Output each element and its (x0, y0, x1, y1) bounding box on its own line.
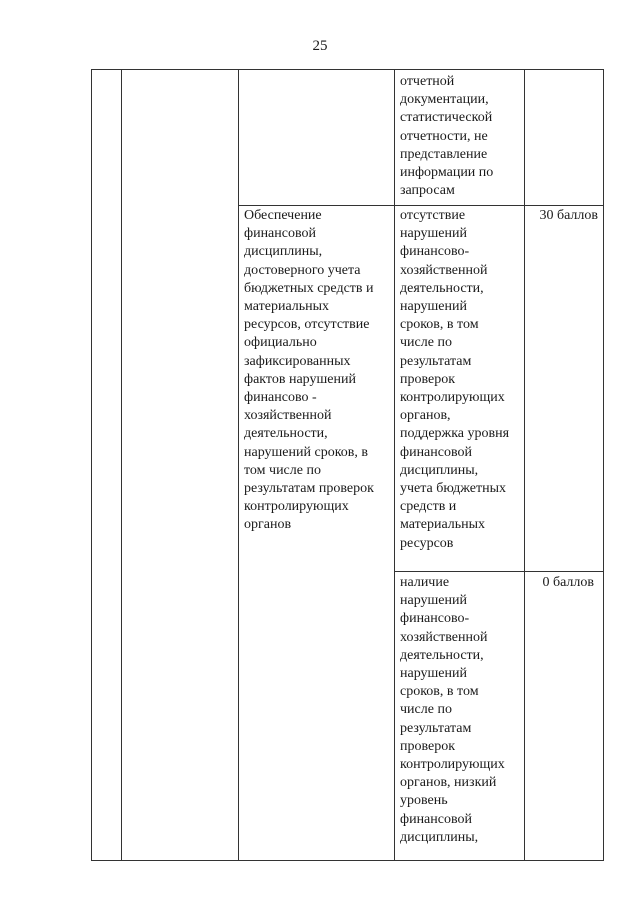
indicator-continued-cell: отчетной документации, статистической отчетности, не представление информации по запросам (400, 74, 494, 199)
indicator-cell-1: отсутствие нарушений финансово- хозяйственной деятельности, нарушений сроков, в том числе по результатам проверок контролирующих органов, поддержка уровня финансовой дисциплины, учета бюджетных средств и материальных ресурсов (400, 208, 510, 551)
criterion-cell: Обеспечение финансовой дисциплины, достоверного учета бюджетных средств и материальных ресурсов, отсутствие официально зафиксированных фактов нарушений финансово - хозяйственной деятельности, нарушений сроков, в том числе по результатам проверок контролирующих органов (244, 208, 374, 533)
table-column-divider-2 (238, 69, 239, 860)
row-divider-1 (238, 205, 604, 206)
row-divider-2 (394, 571, 604, 572)
table-column-divider-3 (394, 69, 395, 860)
page-number: 25 (312, 38, 328, 54)
table-border-bottom (91, 860, 604, 861)
table-border-top (91, 69, 604, 70)
score-cell-2: 0 баллов (542, 575, 594, 590)
table-column-divider-4 (524, 69, 525, 860)
table-column-divider-1 (121, 69, 122, 860)
indicator-cell-2: наличие нарушений финансово- хозяйственной деятельности, нарушений сроков, в том числе по результатам проверок контролирующих органов, низкий уровень финансовой дисциплины, (400, 575, 505, 845)
table-border-right (603, 69, 604, 860)
score-cell-1: 30 баллов (539, 208, 598, 223)
table-border-left (91, 69, 92, 860)
